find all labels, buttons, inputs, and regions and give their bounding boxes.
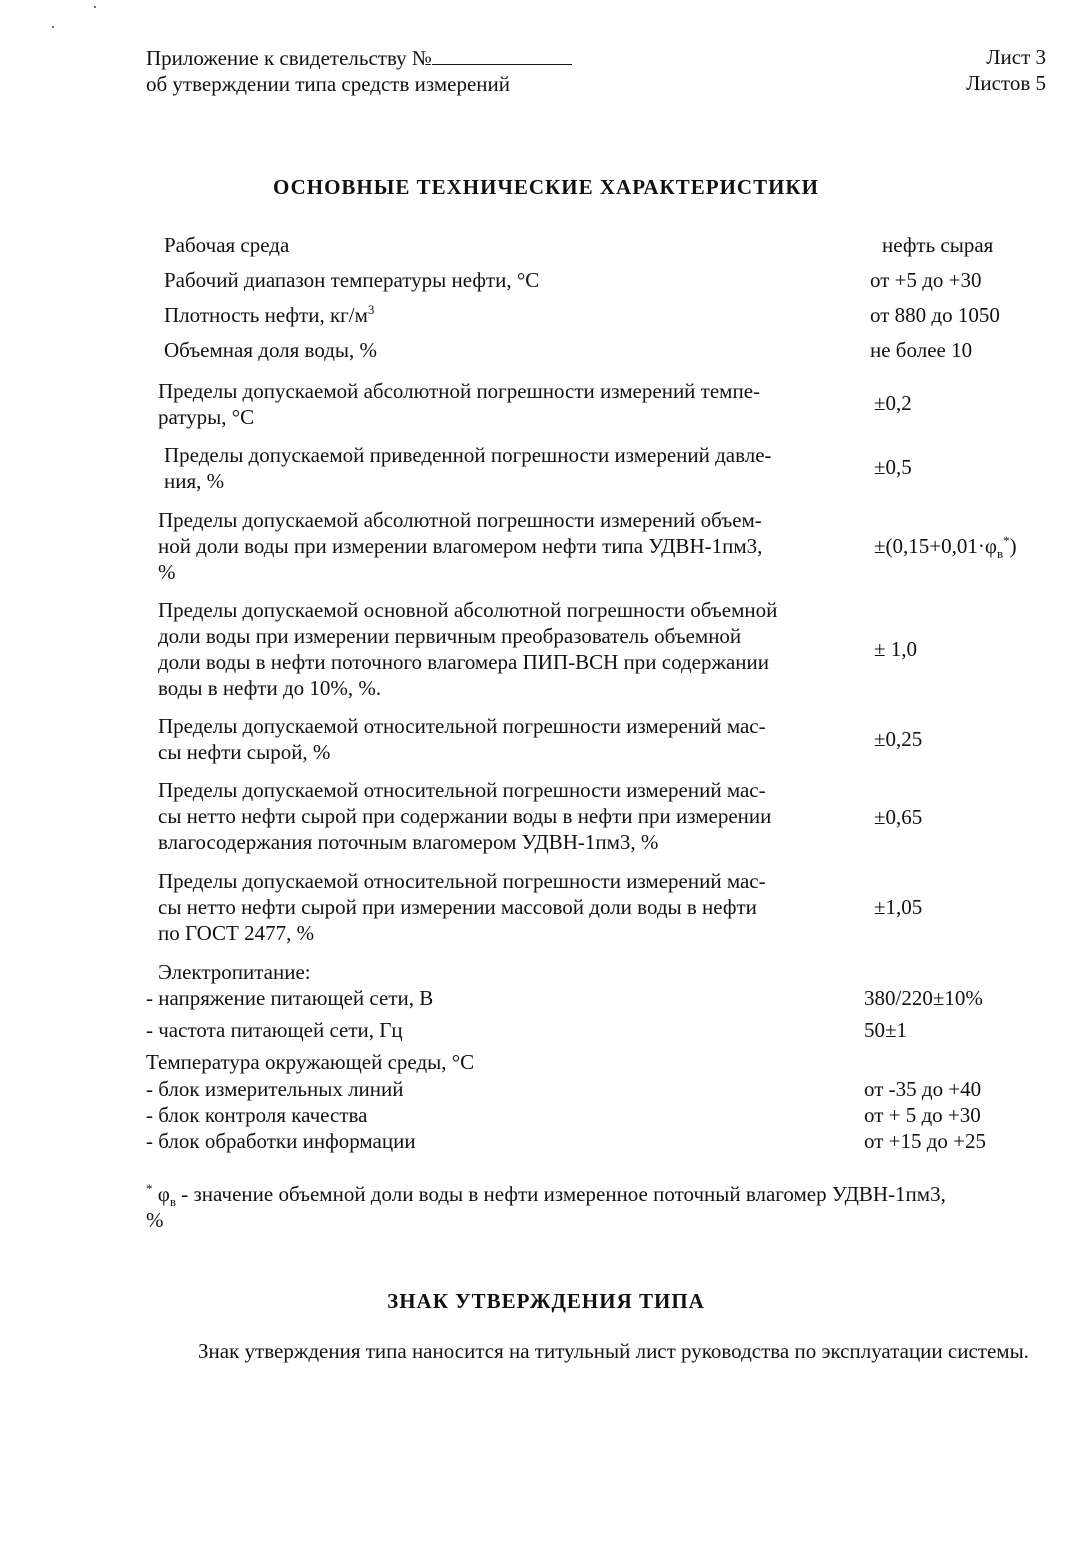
ambient-heading: Температура окружающей среды, °С (146, 1050, 475, 1074)
ambient-label: - блок измерительных линий (146, 1077, 404, 1101)
approval-text: Знак утверждения типа наносится на титульный лист руководства по эксплуатации системы. (198, 1339, 1029, 1363)
specs-title: ОСНОВНЫЕ ТЕХНИЧЕСКИЕ ХАРАКТЕРИСТИКИ (272, 175, 819, 199)
spec-label: Пределы допускаемой относительной погрешности измерений мас- сы нетто нефти сырой при измерении массовой доли воды в нефти по ГОСТ 2477, % (158, 869, 766, 945)
voltage-value: 380/220±10% (864, 986, 983, 1010)
frequency-label: - частота питающей сети, Гц (146, 1018, 403, 1042)
spec-value: от 880 до 1050 (870, 303, 1000, 327)
spec-value: нефть сырая (882, 233, 994, 257)
spec-value: ± 1,0 (874, 637, 918, 661)
document-header-left (146, 44, 572, 97)
spec-value: ±0,2 (874, 391, 912, 415)
ambient-value: от +15 до +25 (864, 1129, 987, 1153)
footnote: * $\varphi_в$ - значение объемной доли воды в нефти измеренное поточный влагомер УДВН-1пм3, % (146, 1181, 946, 1232)
spec-label: Пределы допускаемой основной абсолютной погрешности объемной доли воды при измерении первичным преобразователь объемной доли воды в нефти поточного влагомера ПИП-ВСН при содержании воды в нефти до 10%, %. (158, 598, 778, 700)
power-heading: Электропитание: (158, 960, 311, 984)
spec-value: ±0,5 (874, 455, 912, 479)
spec-label: Пределы допускаемой относительной погрешности измерений мас- сы нефти сырой, % (158, 714, 766, 764)
spec-label: Пределы допускаемой абсолютной погрешности измерений темпе- ратуры, °С (158, 379, 761, 429)
spec-label: Рабочий диапазон температуры нефти, °С (164, 268, 540, 292)
ambient-value: от + 5 до +30 (864, 1103, 981, 1127)
certificate-number-blank (432, 44, 572, 65)
sheet-number: Лист 3 (986, 45, 1046, 69)
spec-value: от +5 до +30 (870, 268, 982, 292)
spec-value: ±0,25 (874, 727, 923, 751)
spec-value: не более 10 (870, 338, 973, 362)
spec-label: Пределы допускаемой приведенной погрешности измерений давле- ния, % (164, 443, 772, 493)
appendix-subtitle: об утверждении типа средств измерений (146, 72, 511, 96)
spec-label: Плотность нефти, $кг/м^3$ (164, 302, 375, 327)
scan-speck (52, 26, 54, 28)
appendix-title: Приложение к свидетельству № (146, 46, 432, 70)
ambient-value: от -35 до +40 (864, 1077, 982, 1101)
spec-label: Пределы допускаемой абсолютной погрешности измерений объем- ной доли воды при измерении влагомером нефти типа УДВН-1пм3, % (158, 508, 763, 584)
spec-value-formula: $\pm(0,15+0,01\cdot\varphi_в^*)$ (874, 533, 1017, 562)
frequency-value: 50±1 (864, 1018, 908, 1042)
voltage-label: - напряжение питающей сети, В (146, 986, 434, 1010)
spec-label: Пределы допускаемой относительной погрешности измерений мас- сы нетто нефти сырой при содержании воды в нефти при измерении влагосодержания поточным влагомером УДВН-1пм3, % (158, 778, 772, 854)
ambient-label: - блок контроля качества (146, 1103, 368, 1127)
spec-value: ±1,05 (874, 895, 923, 919)
sheets-total: Листов 5 (966, 71, 1046, 95)
ambient-label: - блок обработки информации (146, 1129, 416, 1153)
spec-label: Рабочая среда (164, 233, 290, 257)
spec-label: Объемная доля воды, % (164, 338, 378, 362)
document-header-right (966, 44, 1046, 96)
approval-title: ЗНАК УТВЕРЖДЕНИЯ ТИПА (387, 1289, 705, 1313)
spec-value: ±0,65 (874, 805, 923, 829)
scan-speck (94, 6, 96, 8)
